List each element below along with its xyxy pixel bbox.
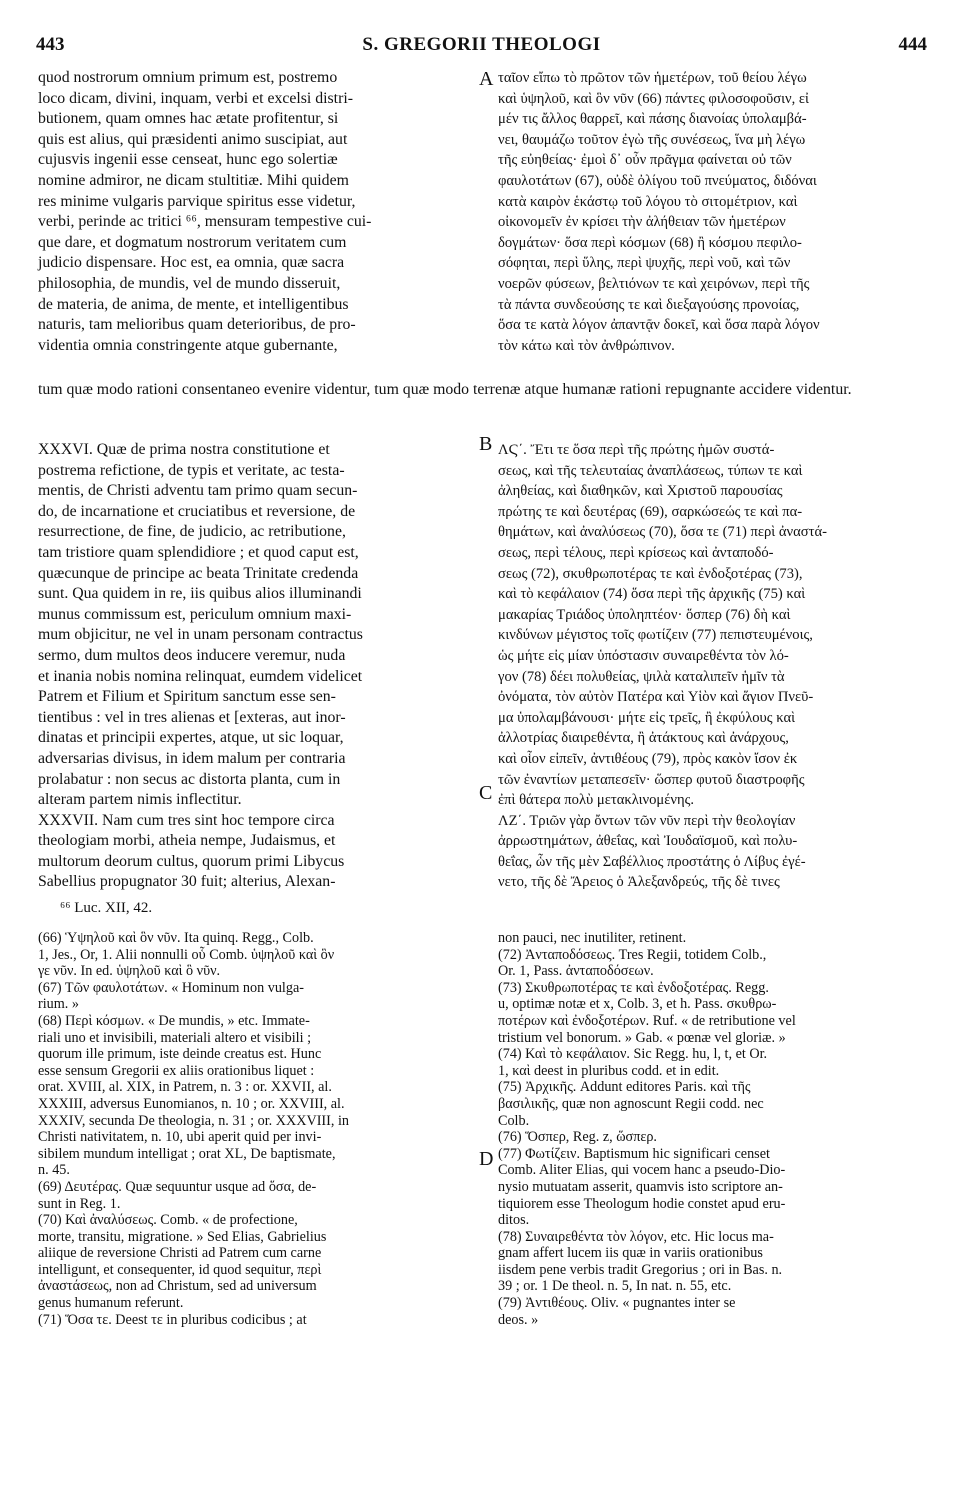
greek-text-line: μα ὑπολαμβάνουσι· μήτε εἰς τρεῖς, ἢ ἐκφύλους καὶ — [498, 709, 796, 726]
page-header — [36, 34, 927, 56]
critical-note-line: morte, transitu, migratione. » Sed Elias, Gabrielius — [38, 1228, 327, 1245]
critical-note-line: genus humanum referunt. — [38, 1295, 184, 1312]
running-title: S. GREGORII THEOLOGI — [362, 34, 601, 55]
latin-text-line: quod nostrorum omnium primum est, postremo — [38, 69, 338, 86]
greek-text-line: σόφηται, περὶ ὕλης, περὶ ψυχῆς, περὶ νοῦ, καὶ τῶν — [498, 255, 791, 272]
greek-text-line: σεως, καὶ τῆς τελευταίας ἀναπλάσεως, τύπων τε καὶ — [498, 462, 803, 479]
latin-text-line: XXXVII. Nam cum tres sint hoc tempore circa — [38, 811, 335, 829]
latin-text-line: XXXVI. Quæ de prima nostra constitutione et — [38, 441, 330, 458]
critical-note-line: nysio mutuatam asserit, quamvis isto scriptore an- — [498, 1178, 783, 1195]
critical-note-line: (74) Καὶ τὸ κεφάλαιον. Sic Regg. hu, l, t, et Or. — [498, 1046, 768, 1063]
latin-text-line: Sabellius propugnator 30 fuit; alterius, Alexan- — [38, 873, 336, 891]
latin-text-line: butionem, quam omnes hac ætate profitentur, si — [38, 110, 339, 128]
critical-note-line: n. 45. — [38, 1162, 70, 1179]
greek-text-line: νετο, τῆς δὲ Ἄρειος ὁ Ἀλεξανδρεύς, τῆς δὲ τινες — [498, 874, 780, 891]
critical-note-line: 1, Jes., Or, 1. Alii nonnulli οὗ Comb. ὑψηλοῦ καὶ ὃν — [38, 946, 335, 963]
greek-text-line: γον (78) δέει πολυθείας, ψιλὰ καταλιπεῖν ἡμῖν τὰ — [498, 668, 785, 685]
latin-text-line: mentis, de Christi adventu tam primo quam secun- — [38, 482, 358, 500]
greek-text-line: σεως (72), σκυθρωποτέρας τε καὶ ἐνδοξοτέρας (73), — [498, 565, 803, 582]
critical-note-line: (72) Ἀνταποδόσεως. Tres Regii, totidem Colb., — [498, 946, 767, 963]
greek-text-line: τῶν ἐναντίων μεταπεσεῖν· ὥσπερ φυτοῦ διαστροφῆς — [498, 771, 805, 788]
latin-text-line: prolabatur : non secus ac distorta planta, cum in — [38, 770, 341, 788]
critical-note-line: Colb. — [498, 1112, 530, 1129]
greek-text-line: θεΐας, ὧν τῆς μὲν Σαβέλλιος προστάτης ὁ Λίβυς ἐγέ- — [498, 853, 806, 870]
critical-note-line: tiquiorem esse Theologum hodie constet apud eru- — [498, 1195, 786, 1212]
latin-continuation — [38, 380, 928, 401]
greek-text-line: ὀνόματα, τὸν αὐτὸν Πατέρα καὶ Υἱὸν καὶ ἅγιον Πνεῦ- — [498, 689, 814, 706]
greek-text-line: ἀλλοτρίας διαιρεθέντα, ἢ ἀτάκτους καὶ ἀνάρχους, — [498, 730, 789, 747]
section-marker-a: A — [479, 68, 494, 90]
page-number-left: 443 — [36, 34, 65, 55]
critical-note-line: (66) Ὑψηλοῦ καὶ ὃν νῦν. Ita quinq. Regg., Colb. — [38, 930, 314, 946]
critical-note-line: esse sensum Gregorii ex aliis orationibus liquet : — [38, 1062, 315, 1079]
latin-text-line: tientibus : vel in tres alienas et [exteras, aut inor- — [38, 708, 346, 726]
greek-text-line: δογμάτων· ὅσα περὶ κόσμων (68) ἢ κόσμου πεφιλο- — [498, 234, 802, 251]
greek-text-line: νει, θαυμάζω τοῦτον ἐγὼ τῆς συνέσεως, ἵνα μὴ λέγω — [498, 131, 806, 148]
critical-note-line: orat. XVIII, al. XIX, in Patrem, n. 3 : or. XXVII, al. — [38, 1079, 332, 1096]
critical-note-line: gnam affert lucem iis quæ in variis orationibus — [498, 1245, 763, 1262]
section-marker-c: C — [479, 782, 493, 804]
critical-note-line: quorum ille primum, iste deinde creatus est. Hunc — [38, 1046, 322, 1063]
critical-note-line: (78) Συναιρεθέντα τὸν λόγον, etc. Hic locus ma- — [498, 1228, 774, 1245]
latin-text-line: tam tristiore quam splendidiore ; et quod caput est, — [38, 543, 359, 561]
latin-text-line: de materia, de anima, de mente, et intelligentibus — [38, 295, 349, 313]
critical-note-line: ποτέρων καὶ ἐνδοξοτέρων. Ruf. « de retributione vel — [498, 1012, 796, 1029]
critical-note-line: aliique de reversione Christi ad Patrem cum carne — [38, 1245, 322, 1262]
critical-note-line: iisdem pene verbis tradit Gregorius ; ori in Bas. n. — [498, 1261, 783, 1278]
critical-note-line: sibilem mundum intelligat ; orat XL, De baptismate, — [38, 1145, 336, 1162]
critical-note-line: Or. 1, Pass. ἀνταποδόσεων. — [498, 963, 654, 980]
greek-text-line: ταῖον εἴπω τὸ πρῶτον τῶν ἡμετέρων, τοῦ θείου λέγω — [498, 70, 807, 86]
greek-text-line: τὰ πάντα συνδεούσης τε καὶ διεξαγούσης προνοίας, — [498, 296, 800, 313]
critical-note-line: (70) Καὶ ἀναλύσεως. Comb. « de profectione, — [38, 1212, 298, 1229]
latin-text-line: quis est alius, qui præsidenti animo suscipiat, aut — [38, 130, 348, 148]
latin-text-line: resurrectione, de fine, de judicio, ac retributione, — [38, 523, 346, 541]
critical-note-line: 1, καὶ deest in pluribus codd. et in edit. — [498, 1062, 720, 1079]
critical-note-line: (69) Δευτέρας. Quæ sequuntur usque ad ὅσα, de- — [38, 1178, 317, 1195]
latin-column-section-b — [38, 440, 478, 893]
latin-text-line: philosophia, de mundis, vel de mundo disseruit, — [38, 274, 341, 292]
greek-text-line: ἀρρωστημάτων, ἀθεΐας, καὶ Ἰουδαϊσμοῦ, καὶ πολυ- — [498, 833, 798, 850]
critical-note-line: Comb. Aliter Elias, qui vocem hanc a pseudo-Dio- — [498, 1162, 786, 1179]
critical-notes-right — [498, 930, 930, 1328]
greek-text-line: ΛϚ΄. Ἔτι τε ὅσα περὶ τῆς πρώτης ἡμῶν συστά- — [498, 442, 775, 458]
critical-note-line: γε νῦν. In ed. ὑψηλοῦ καὶ ὃ νῦν. — [38, 963, 221, 980]
latin-text-line: dinatas et principii expertes, atque, ut sic loquar, — [38, 729, 344, 747]
greek-column-section-b — [498, 440, 930, 893]
greek-text-line: μακαρίας Τριάδος ὑποληπτέον· ὅσπερ (76) δὴ καὶ — [498, 606, 791, 623]
critical-notes-left — [38, 930, 478, 1328]
critical-note-line: intelligunt, et consequenter, id quod sequitur, περὶ — [38, 1261, 322, 1278]
critical-note-line: 39 ; or. 1 De theol. n. 5, In nat. n. 55, etc. — [498, 1278, 732, 1295]
greek-text-line: πρώτης τε καὶ δευτέρας (69), σαρκώσεώς τε καὶ πα- — [498, 503, 803, 520]
critical-note-line: riali uno et invisibili, materiali altero et visibili ; — [38, 1029, 312, 1046]
greek-text-line: ἀληθείας, καὶ διαθηκῶν, καὶ Χριστοῦ παρουσίας — [498, 483, 783, 500]
critical-note-line: (77) Φωτίζειν. Baptismum hic significari censet — [498, 1145, 770, 1162]
greek-text-line: μέν τις ἄλλος θαρρεῖ, καὶ πάσης διανοίας ὑπολαμβά- — [498, 111, 807, 128]
critical-note-line: (76) Ὅσπερ, Reg. z, ὥσπερ. — [498, 1129, 657, 1146]
greek-text-line: κατὰ καιρὸν ἑκάστῳ τοῦ λόγου τὸ σιτομέτριον, καὶ — [498, 193, 798, 210]
critical-note-line: XXXIII, adversus Eunomianos, n. 10 ; or. XXVIII, al. — [38, 1095, 345, 1112]
greek-text-line: νοερῶν φύσεων, βελτιόνων τε καὶ χειρόνων, περὶ τῆς — [498, 275, 810, 292]
critical-note-line: tristium vel bonorum. » Gab. « pœnæ vel gloriæ. » — [498, 1029, 786, 1046]
section-marker-b: B — [479, 433, 493, 455]
latin-text-line: cujusvis ingenii esse censeat, hunc ego solertiæ — [38, 151, 338, 169]
greek-text-line: ΛΖ΄. Τριῶν γὰρ ὄντων τῶν νῦν περὶ τὴν θεολογίαν — [498, 812, 796, 829]
greek-text-line: θημάτων, καὶ ἀναλύσεως (70), ὅσα τε (71) περὶ ἀναστά- — [498, 524, 828, 541]
latin-text-line: naturis, tam melioribus quam deterioribus, de pro- — [38, 316, 356, 334]
critical-note-line: ἀναστάσεως, non ad Christum, sed ad universum — [38, 1278, 317, 1295]
latin-text-line: adversarias divisus, in idem malum per contraria — [38, 749, 346, 767]
greek-text-line: κινδύνων μέγιστος τοῖς φωτίζειν (77) πεπιστευμένοις, — [498, 627, 813, 644]
greek-text-line: τὸν κάτω καὶ τὸν ἀνθρώπινον. — [498, 337, 675, 354]
critical-note-line: (79) Ἀντιθέους. Oliv. « pugnantes inter se — [498, 1295, 736, 1312]
latin-continuation-text: tum quæ modo rationi consentaneo evenire videntur, tum quæ modo terrenæ atque humanæ rationi repugnante accidere videntur. — [38, 381, 852, 398]
critical-note-line: deos. » — [498, 1311, 539, 1328]
critical-note-line: (68) Περὶ κόσμων. « De mundis, » etc. Immate- — [38, 1012, 310, 1029]
greek-text-line: καὶ οἷον εἰπεῖν, ἀντιθέους (79), πρὸς κακὸν ἴσον ἐκ — [498, 750, 798, 767]
page-number-right: 444 — [898, 34, 927, 55]
latin-text-line: quæcunque de principe ac beata Trinitate credenda — [38, 564, 359, 582]
latin-text-line: sermo, dum multos deos inducere veremur, nuda — [38, 646, 346, 664]
scripture-footnote: ⁶⁶ Luc. XII, 42. — [60, 900, 153, 916]
critical-note-line: rium. » — [38, 996, 79, 1013]
latin-text-line: theologiam morbi, atheia nempe, Judaismus, et — [38, 832, 336, 850]
latin-text-line: verbi, perinde ac tritici ⁶⁶, mensuram tempestive cui- — [38, 213, 372, 231]
critical-note-line: (67) Τῶν φαυλοτάτων. « Hominum non vulga- — [38, 979, 304, 996]
greek-text-line: οἰκονομεῖν ἐν κρίσει τὴν ἀλήθειαν τῶν ἡμετέρων — [498, 214, 786, 231]
latin-text-line: res minime vulgaris parvique spiritus esse videtur, — [38, 192, 356, 210]
greek-text-line: ὡς μήτε εἰς μίαν ὑπόστασιν συναιρεθέντα τὸν λό- — [498, 647, 789, 664]
greek-text-line: καὶ τὸ κεφάλαιον (74) ὅσα περὶ τῆς ἀρχικῆς (75) καὶ — [498, 586, 806, 603]
latin-text-line: mum objicitur, ne vel in unam personam contractus — [38, 626, 363, 644]
greek-text-line: τῆς εὐηθείας· ἐμοὶ δ᾽ οὖν πρᾶγμα φαίνεται οὐ τῶν — [498, 152, 792, 169]
critical-note-line: (75) Ἀρχικῆς. Addunt editores Paris. καὶ τῆς — [498, 1079, 751, 1096]
critical-note-line: ditos. — [498, 1212, 530, 1229]
latin-text-line: postrema refictione, de typis et veritate, ac testa- — [38, 461, 345, 479]
greek-text-line: καὶ ὑψηλοῦ, καὶ ὃν νῦν (66) πάντες φιλοσοφοῦσιν, εἰ — [498, 90, 809, 107]
greek-text-line: σεως, περὶ τέλους, περὶ κρίσεως καὶ ἀνταποδό- — [498, 544, 774, 561]
latin-column-section-a — [38, 68, 478, 356]
latin-text-line: alteram partem nimis inflectitur. — [38, 791, 242, 809]
latin-text-line: judicio dispensare. Hoc est, ea omnia, quæ sacra — [38, 254, 345, 272]
critical-note-line: (71) Ὅσα τε. Deest τε in pluribus codicibus ; at — [38, 1311, 307, 1328]
latin-text-line: que dare, et dogmatum nostrorum veritatem cum — [38, 233, 347, 251]
critical-note-line: βασιλικῆς, quæ non agnoscunt Regii codd. nec — [498, 1095, 764, 1112]
critical-note-line: non pauci, nec inutiliter, retinent. — [498, 930, 687, 946]
greek-text-line: φαυλοτάτων (67), οὐδὲ ὀλίγου τοῦ πνεύματος, διδόναι — [498, 172, 817, 189]
latin-text-line: Patrem et Filium et Spiritum sanctum esse sen- — [38, 688, 336, 706]
latin-text-line: loco dicam, divini, inquam, verbi et excelsi distri- — [38, 89, 353, 107]
greek-text-line: ὅσα τε κατὰ λόγον ἀπαντᾷν δοκεῖ, καὶ ὅσα παρὰ λόγον — [498, 317, 820, 334]
critical-note-line: (73) Σκυθρωποτέρας τε καὶ ἐνδοξοτέρας. Regg. — [498, 979, 769, 996]
latin-text-line: nomine admiror, ne dicam stultitiæ. Mihi quidem — [38, 171, 349, 189]
critical-note-line: XXXIV, secunda De theologia, n. 31 ; or. XXXVIII, in — [38, 1112, 350, 1129]
latin-text-line: et inania nobis nomina relinquat, eumdem videlicet — [38, 667, 363, 685]
latin-text-line: multorum deorum cultus, quorum primi Libycus — [38, 852, 345, 870]
section-marker-d: D — [479, 1148, 494, 1170]
latin-text-line: sunt. Qua quidem in re, iis quibus alios illuminandi — [38, 585, 362, 603]
critical-note-line: sunt in Reg. 1. — [38, 1195, 121, 1212]
latin-text-line: munus commissum est, periculum omnium maxi- — [38, 605, 352, 623]
critical-note-line: Christi nativitatem, n. 10, ubi aperit quid per invi- — [38, 1129, 322, 1146]
latin-text-line: do, de incarnatione et cruciatibus et reversione, de — [38, 502, 356, 520]
critical-note-line: u, optimæ notæ et x, Colb. 3, et h. Pass. σκυθρω- — [498, 996, 777, 1013]
greek-column-section-a — [498, 68, 930, 356]
greek-text-line: ἐπὶ θάτερα πολὺ μετακλινομένης. — [498, 792, 695, 809]
latin-text-line: videntia omnia constringente atque gubernante, — [38, 336, 338, 354]
